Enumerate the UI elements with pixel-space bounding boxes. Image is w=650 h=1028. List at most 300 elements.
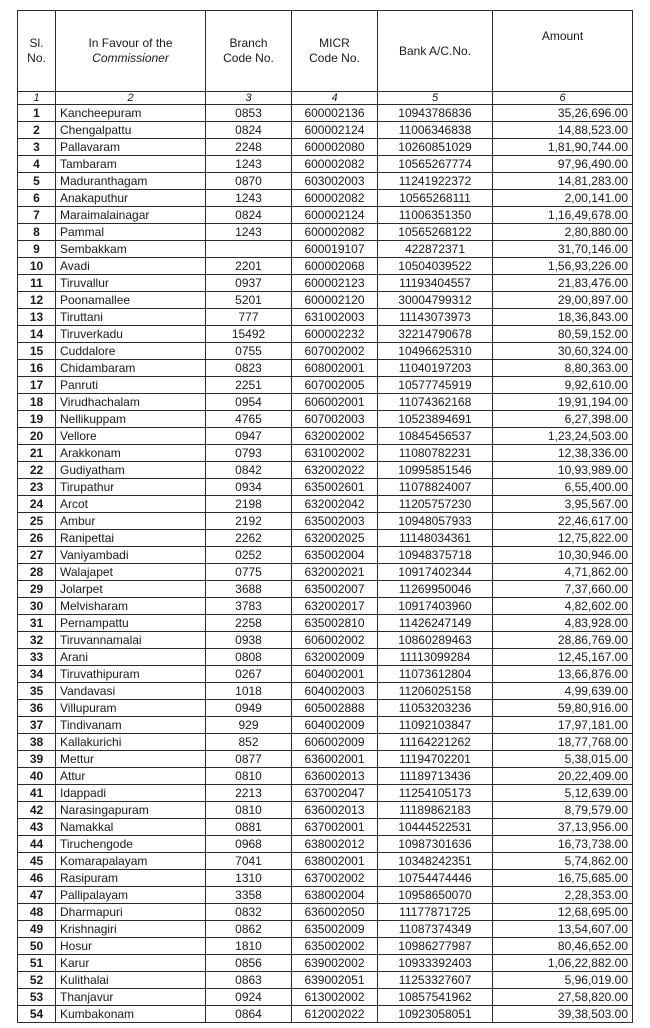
name-cell: Narasingapuram — [56, 802, 206, 819]
account-number-cell: 10523894691 — [378, 411, 493, 428]
amount-cell: 59,80,916.00 — [493, 700, 633, 717]
amount-cell: 4,99,639.00 — [493, 683, 633, 700]
account-number-cell: 10565268122 — [378, 224, 493, 241]
name-cell: Vellore — [56, 428, 206, 445]
sl-cell: 53 — [18, 989, 56, 1006]
amount-cell: 6,27,398.00 — [493, 411, 633, 428]
amount-cell: 7,37,660.00 — [493, 581, 633, 598]
branch-code-cell: 0824 — [206, 207, 292, 224]
micr-code-cell: 635002810 — [292, 615, 378, 632]
account-number-cell: 11073612804 — [378, 666, 493, 683]
amount-cell: 4,71,862.00 — [493, 564, 633, 581]
amount-cell: 39,38,503.00 — [493, 1006, 633, 1023]
account-number-cell: 11189862183 — [378, 802, 493, 819]
name-cell: Kancheepuram — [56, 105, 206, 122]
name-cell: Gudiyatham — [56, 462, 206, 479]
table-row — [18, 819, 633, 836]
table-row — [18, 326, 633, 343]
micr-code-cell: 638002001 — [292, 853, 378, 870]
sl-cell: 30 — [18, 598, 56, 615]
branch-code-cell: 0881 — [206, 819, 292, 836]
account-number-cell: 10917403960 — [378, 598, 493, 615]
branch-code-cell: 2198 — [206, 496, 292, 513]
account-number-cell: 10754474446 — [378, 870, 493, 887]
amount-cell: 29,00,897.00 — [493, 292, 633, 309]
table-row — [18, 666, 633, 683]
branch-code-cell: 3358 — [206, 887, 292, 904]
amount-cell: 13,66,876.00 — [493, 666, 633, 683]
name-cell: Tiruvannamalai — [56, 632, 206, 649]
micr-code-cell: 600002082 — [292, 224, 378, 241]
sl-cell: 16 — [18, 360, 56, 377]
table-row — [18, 1006, 633, 1023]
sl-cell: 5 — [18, 173, 56, 190]
micr-code-cell: 632002022 — [292, 462, 378, 479]
table-row — [18, 122, 633, 139]
micr-code-cell: 607002005 — [292, 377, 378, 394]
document-page — [17, 10, 632, 1023]
sl-cell: 4 — [18, 156, 56, 173]
name-cell: Maraimalainagar — [56, 207, 206, 224]
name-cell: Komarapalayam — [56, 853, 206, 870]
table-row — [18, 734, 633, 751]
header-in-favour: In Favour of the Commissioner — [56, 11, 206, 92]
branch-code-cell: 2213 — [206, 785, 292, 802]
sl-cell: 19 — [18, 411, 56, 428]
table-row — [18, 717, 633, 734]
sl-cell: 41 — [18, 785, 56, 802]
account-number-cell: 10933392403 — [378, 955, 493, 972]
micr-code-cell: 600002120 — [292, 292, 378, 309]
account-number-cell: 10987301636 — [378, 836, 493, 853]
branch-code-cell: 0832 — [206, 904, 292, 921]
micr-code-cell: 637002002 — [292, 870, 378, 887]
micr-code-cell: 600002124 — [292, 207, 378, 224]
branch-code-cell: 0924 — [206, 989, 292, 1006]
amount-cell: 14,88,523.00 — [493, 122, 633, 139]
sl-cell: 32 — [18, 632, 56, 649]
branch-code-cell: 0842 — [206, 462, 292, 479]
branch-code-cell: 1310 — [206, 870, 292, 887]
table-row — [18, 241, 633, 258]
sl-cell: 48 — [18, 904, 56, 921]
table-row — [18, 394, 633, 411]
table-row — [18, 496, 633, 513]
sl-cell: 47 — [18, 887, 56, 904]
sl-cell: 40 — [18, 768, 56, 785]
sl-cell: 45 — [18, 853, 56, 870]
account-number-cell: 10845456537 — [378, 428, 493, 445]
account-number-cell: 10444522531 — [378, 819, 493, 836]
amount-cell: 37,13,956.00 — [493, 819, 633, 836]
table-row — [18, 428, 633, 445]
micr-code-cell: 632002025 — [292, 530, 378, 547]
amount-cell: 16,75,685.00 — [493, 870, 633, 887]
amount-cell: 2,28,353.00 — [493, 887, 633, 904]
amount-cell: 5,74,862.00 — [493, 853, 633, 870]
amount-cell: 22,46,617.00 — [493, 513, 633, 530]
amount-cell: 1,56,93,226.00 — [493, 258, 633, 275]
account-number-cell: 11206025158 — [378, 683, 493, 700]
account-number-cell: 10504039522 — [378, 258, 493, 275]
table-row — [18, 411, 633, 428]
branch-code-cell: 2262 — [206, 530, 292, 547]
branch-code-cell: 0938 — [206, 632, 292, 649]
account-number-cell: 10860289463 — [378, 632, 493, 649]
amount-cell: 18,77,768.00 — [493, 734, 633, 751]
micr-code-cell: 607002002 — [292, 343, 378, 360]
name-cell: Tiruttani — [56, 309, 206, 326]
branch-code-cell: 0934 — [206, 479, 292, 496]
sl-cell: 39 — [18, 751, 56, 768]
micr-code-cell: 603002003 — [292, 173, 378, 190]
micr-code-cell: 606002002 — [292, 632, 378, 649]
branch-code-cell: 3688 — [206, 581, 292, 598]
branch-code-cell: 0823 — [206, 360, 292, 377]
sl-cell: 25 — [18, 513, 56, 530]
account-number-cell: 11426247149 — [378, 615, 493, 632]
name-cell: Maduranthagam — [56, 173, 206, 190]
micr-code-cell: 632002042 — [292, 496, 378, 513]
branch-code-cell: 1243 — [206, 156, 292, 173]
sl-cell: 54 — [18, 1006, 56, 1023]
table-row — [18, 173, 633, 190]
sl-cell: 15 — [18, 343, 56, 360]
account-number-cell: 11053203236 — [378, 700, 493, 717]
branch-code-cell: 0954 — [206, 394, 292, 411]
header-micr-code: MICR Code No. — [292, 11, 378, 92]
micr-code-cell: 632002009 — [292, 649, 378, 666]
name-cell: Cuddalore — [56, 343, 206, 360]
sl-cell: 33 — [18, 649, 56, 666]
branch-code-cell: 2258 — [206, 615, 292, 632]
name-cell: Idappadi — [56, 785, 206, 802]
table-row — [18, 292, 633, 309]
name-cell: Ambur — [56, 513, 206, 530]
branch-code-cell: 1810 — [206, 938, 292, 955]
account-number-cell: 11193404557 — [378, 275, 493, 292]
account-number-cell: 11074362168 — [378, 394, 493, 411]
micr-code-cell: 635002601 — [292, 479, 378, 496]
table-row — [18, 105, 633, 122]
sl-cell: 9 — [18, 241, 56, 258]
branch-code-cell: 1243 — [206, 190, 292, 207]
name-cell: Melvisharam — [56, 598, 206, 615]
table-row — [18, 615, 633, 632]
table-row — [18, 955, 633, 972]
account-number-cell: 11113099284 — [378, 649, 493, 666]
column-number-row — [18, 92, 633, 105]
table-row — [18, 972, 633, 989]
micr-code-cell: 600002068 — [292, 258, 378, 275]
micr-code-cell: 600002123 — [292, 275, 378, 292]
amount-cell: 17,97,181.00 — [493, 717, 633, 734]
account-number-cell: 10577745919 — [378, 377, 493, 394]
sl-cell: 36 — [18, 700, 56, 717]
table-row — [18, 870, 633, 887]
micr-code-cell: 608002001 — [292, 360, 378, 377]
sl-cell: 51 — [18, 955, 56, 972]
amount-cell: 6,55,400.00 — [493, 479, 633, 496]
amount-cell: 20,22,409.00 — [493, 768, 633, 785]
account-number-cell: 11241922372 — [378, 173, 493, 190]
account-number-cell: 32214790678 — [378, 326, 493, 343]
account-number-cell: 11092103847 — [378, 717, 493, 734]
micr-code-cell: 635002009 — [292, 921, 378, 938]
amount-cell: 16,73,738.00 — [493, 836, 633, 853]
sl-cell: 44 — [18, 836, 56, 853]
micr-code-cell: 636002013 — [292, 802, 378, 819]
table-row — [18, 768, 633, 785]
amount-cell: 12,38,336.00 — [493, 445, 633, 462]
name-cell: Namakkal — [56, 819, 206, 836]
branch-code-cell: 0947 — [206, 428, 292, 445]
column-number: 6 — [493, 92, 633, 105]
micr-code-cell: 631002002 — [292, 445, 378, 462]
micr-code-cell: 600002082 — [292, 156, 378, 173]
sl-cell: 17 — [18, 377, 56, 394]
table-row — [18, 581, 633, 598]
name-cell: Sembakkam — [56, 241, 206, 258]
micr-code-cell: 600002124 — [292, 122, 378, 139]
name-cell: Arakkonam — [56, 445, 206, 462]
account-number-cell: 10496625310 — [378, 343, 493, 360]
branch-code-cell: 0755 — [206, 343, 292, 360]
sl-cell: 7 — [18, 207, 56, 224]
table-row — [18, 921, 633, 938]
amount-cell: 1,16,49,678.00 — [493, 207, 633, 224]
micr-code-cell: 604002009 — [292, 717, 378, 734]
name-cell: Walajapet — [56, 564, 206, 581]
name-cell: Arani — [56, 649, 206, 666]
amount-cell: 4,82,602.00 — [493, 598, 633, 615]
branch-code-cell: 4765 — [206, 411, 292, 428]
amount-cell: 80,46,652.00 — [493, 938, 633, 955]
branch-code-cell: 3783 — [206, 598, 292, 615]
sl-cell: 37 — [18, 717, 56, 734]
sl-cell: 38 — [18, 734, 56, 751]
branch-code-cell: 0877 — [206, 751, 292, 768]
branch-code-cell: 5201 — [206, 292, 292, 309]
header-amount: Amount — [493, 11, 633, 92]
account-number-cell: 10958650070 — [378, 887, 493, 904]
branch-code-cell: 0793 — [206, 445, 292, 462]
account-number-cell: 10995851546 — [378, 462, 493, 479]
name-cell: Ranipettai — [56, 530, 206, 547]
sl-cell: 18 — [18, 394, 56, 411]
micr-code-cell: 600002082 — [292, 190, 378, 207]
name-cell: Attur — [56, 768, 206, 785]
micr-code-cell: 600002136 — [292, 105, 378, 122]
micr-code-cell: 635002003 — [292, 513, 378, 530]
table-row — [18, 836, 633, 853]
table-row — [18, 530, 633, 547]
branch-code-cell: 0949 — [206, 700, 292, 717]
amount-cell: 14,81,283.00 — [493, 173, 633, 190]
table-row — [18, 853, 633, 870]
table-row — [18, 258, 633, 275]
table-row — [18, 802, 633, 819]
micr-code-cell: 604002001 — [292, 666, 378, 683]
name-cell: Vaniyambadi — [56, 547, 206, 564]
branch-code-cell: 929 — [206, 717, 292, 734]
column-number: 1 — [18, 92, 56, 105]
amount-cell: 4,83,928.00 — [493, 615, 633, 632]
sl-cell: 20 — [18, 428, 56, 445]
amount-cell: 97,96,490.00 — [493, 156, 633, 173]
micr-code-cell: 612002022 — [292, 1006, 378, 1023]
amount-cell: 10,30,946.00 — [493, 547, 633, 564]
account-number-cell: 11087374349 — [378, 921, 493, 938]
micr-code-cell: 600002080 — [292, 139, 378, 156]
name-cell: Villupuram — [56, 700, 206, 717]
branch-code-cell: 0870 — [206, 173, 292, 190]
branch-code-cell: 1018 — [206, 683, 292, 700]
amount-cell: 18,36,843.00 — [493, 309, 633, 326]
sl-cell: 3 — [18, 139, 56, 156]
micr-code-cell: 638002012 — [292, 836, 378, 853]
account-number-cell: 10565268111 — [378, 190, 493, 207]
column-number: 5 — [378, 92, 493, 105]
account-number-cell: 11148034361 — [378, 530, 493, 547]
sl-cell: 46 — [18, 870, 56, 887]
branch-code-cell: 0810 — [206, 768, 292, 785]
sl-cell: 10 — [18, 258, 56, 275]
micr-code-cell: 636002013 — [292, 768, 378, 785]
name-cell: Tirupathur — [56, 479, 206, 496]
sl-cell: 2 — [18, 122, 56, 139]
account-number-cell: 30004799312 — [378, 292, 493, 309]
micr-code-cell: 631002003 — [292, 309, 378, 326]
table-row — [18, 938, 633, 955]
amount-cell: 8,79,579.00 — [493, 802, 633, 819]
name-cell: Dharmapuri — [56, 904, 206, 921]
account-number-cell: 11164221262 — [378, 734, 493, 751]
sl-cell: 24 — [18, 496, 56, 513]
amount-cell: 2,00,141.00 — [493, 190, 633, 207]
amount-cell: 12,68,695.00 — [493, 904, 633, 921]
amount-cell: 3,95,567.00 — [493, 496, 633, 513]
account-number-cell: 11269950046 — [378, 581, 493, 598]
account-number-cell: 10948057933 — [378, 513, 493, 530]
sl-cell: 29 — [18, 581, 56, 598]
column-number: 2 — [56, 92, 206, 105]
amount-cell: 5,96,019.00 — [493, 972, 633, 989]
micr-code-cell: 637002047 — [292, 785, 378, 802]
sl-cell: 21 — [18, 445, 56, 462]
name-cell: Mettur — [56, 751, 206, 768]
account-number-cell: 10857541962 — [378, 989, 493, 1006]
table-row — [18, 139, 633, 156]
name-cell: Virudhachalam — [56, 394, 206, 411]
sl-cell: 22 — [18, 462, 56, 479]
amount-cell: 5,12,639.00 — [493, 785, 633, 802]
branch-code-cell: 2201 — [206, 258, 292, 275]
name-cell: Anakaputhur — [56, 190, 206, 207]
table-row — [18, 564, 633, 581]
name-cell: Tambaram — [56, 156, 206, 173]
amount-cell: 1,81,90,744.00 — [493, 139, 633, 156]
sl-cell: 42 — [18, 802, 56, 819]
branch-code-cell: 0862 — [206, 921, 292, 938]
branch-code-cell: 0810 — [206, 802, 292, 819]
sl-cell: 11 — [18, 275, 56, 292]
branch-code-cell: 0252 — [206, 547, 292, 564]
table-row — [18, 598, 633, 615]
payment-table — [17, 10, 633, 1023]
branch-code-cell: 0267 — [206, 666, 292, 683]
branch-code-cell: 0968 — [206, 836, 292, 853]
branch-code-cell: 15492 — [206, 326, 292, 343]
micr-code-cell: 635002007 — [292, 581, 378, 598]
account-number-cell: 10348242351 — [378, 853, 493, 870]
account-number-cell: 10565267774 — [378, 156, 493, 173]
header-branch-code: Branch Code No. — [206, 11, 292, 92]
name-cell: Vandavasi — [56, 683, 206, 700]
account-number-cell: 11006351350 — [378, 207, 493, 224]
table-row — [18, 700, 633, 717]
name-cell: Kumbakonam — [56, 1006, 206, 1023]
name-cell: Hosur — [56, 938, 206, 955]
account-number-cell: 11040197203 — [378, 360, 493, 377]
micr-code-cell: 600002232 — [292, 326, 378, 343]
table-row — [18, 479, 633, 496]
account-number-cell: 10917402344 — [378, 564, 493, 581]
name-cell: Chidambaram — [56, 360, 206, 377]
micr-code-cell: 600019107 — [292, 241, 378, 258]
table-row — [18, 445, 633, 462]
name-cell: Arcot — [56, 496, 206, 513]
table-row — [18, 224, 633, 241]
table-row — [18, 989, 633, 1006]
account-number-cell: 10943786836 — [378, 105, 493, 122]
amount-cell: 31,70,146.00 — [493, 241, 633, 258]
account-number-cell: 11080782231 — [378, 445, 493, 462]
amount-cell: 21,83,476.00 — [493, 275, 633, 292]
column-number: 4 — [292, 92, 378, 105]
name-cell: Jolarpet — [56, 581, 206, 598]
branch-code-cell: 777 — [206, 309, 292, 326]
table-row — [18, 190, 633, 207]
account-number-cell: 11205757230 — [378, 496, 493, 513]
amount-cell: 13,54,607.00 — [493, 921, 633, 938]
amount-cell: 80,59,152.00 — [493, 326, 633, 343]
account-number-cell: 11078824007 — [378, 479, 493, 496]
account-number-cell: 11177871725 — [378, 904, 493, 921]
amount-cell: 8,80,363.00 — [493, 360, 633, 377]
table-row — [18, 377, 633, 394]
micr-code-cell: 639002002 — [292, 955, 378, 972]
table-body — [18, 105, 633, 1023]
name-cell: Chengalpattu — [56, 122, 206, 139]
micr-code-cell: 607002003 — [292, 411, 378, 428]
sl-cell: 31 — [18, 615, 56, 632]
account-number-cell: 11143073973 — [378, 309, 493, 326]
branch-code-cell: 0824 — [206, 122, 292, 139]
account-number-cell: 11253327607 — [378, 972, 493, 989]
name-cell: Nellikuppam — [56, 411, 206, 428]
amount-cell: 28,86,769.00 — [493, 632, 633, 649]
sl-cell: 6 — [18, 190, 56, 207]
name-cell: Rasipuram — [56, 870, 206, 887]
amount-cell: 35,26,696.00 — [493, 105, 633, 122]
column-number: 3 — [206, 92, 292, 105]
name-cell: Panruti — [56, 377, 206, 394]
micr-code-cell: 635002002 — [292, 938, 378, 955]
header-bank-account: Bank A/C.No. — [378, 11, 493, 92]
amount-cell: 2,80,880.00 — [493, 224, 633, 241]
table-row — [18, 751, 633, 768]
